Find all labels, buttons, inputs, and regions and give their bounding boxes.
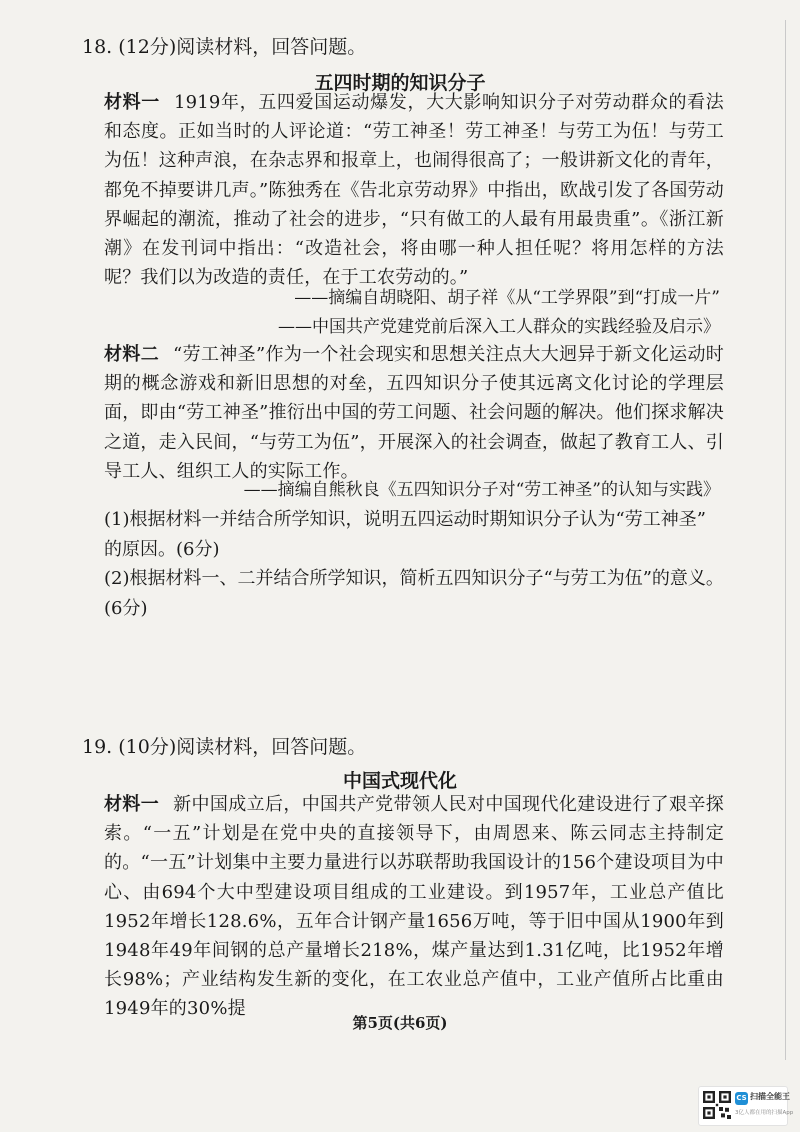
- q18-source-1a: ——摘编自胡晓阳、胡子祥《从“工学界限”到“打成一片”: [294, 288, 720, 308]
- page-footer: 第5页(共6页): [352, 1014, 448, 1032]
- scanner-watermark: [698, 1086, 794, 1126]
- qr-code-icon: [703, 1091, 731, 1119]
- camscanner-logo-icon: CS: [735, 1092, 748, 1105]
- question-18-header: 18. (12分)阅读材料，回答问题。: [82, 36, 367, 58]
- material-label: 材料一: [104, 794, 160, 815]
- material-label: 材料一: [104, 92, 160, 113]
- q18-source-2: ——摘编自熊秋良《五四知识分子对“劳工神圣”的认知与实践》: [243, 480, 720, 500]
- page-edge-line: [785, 20, 786, 1060]
- question-18-title: 五四时期的知识分子: [314, 72, 486, 94]
- q18-material-2: [104, 340, 724, 486]
- q18-subquestion-1a: (1)根据材料一并结合所学知识，说明五四运动时期知识分子认为“劳工神圣”: [104, 509, 706, 530]
- q19-material-1: [104, 790, 724, 1024]
- q18-subquestion-1b: 的原因。(6分): [104, 539, 220, 560]
- material-text: 1919年，五四爱国运动爆发，大大影响知识分子对劳动群众的看法和态度。正如当时的人评论道：“劳工神圣！劳工神圣！与劳工为伍！与劳工为伍！这种声浪，在杂志界和报章上，也闹得很高了；一般讲新文化的青年，都免不掉要讲几声。”陈独秀在《告北京劳动界》中指出，欧战引发了各国劳动界崛起的潮流，推动了社会的进步，“只有做工的人最有用最贵重”。《浙江新潮》在发刊词中指出：“改造社会，将由哪一种人担任呢？将用怎样的方法呢？我们以为改造的责任，在于工农劳动的。”: [104, 92, 724, 289]
- material-text: “劳工神圣”作为一个社会现实和思想关注点大大迥异于新文化运动时期的概念游戏和新旧思想的对垒，五四知识分子使其远离文化讨论的学理层面，即由“劳工神圣”推衍出中国的劳工问题、社会问题的解决。他们探求解决之道，走入民间，“与劳工为伍”，开展深入的社会调查，做起了教育工人、引导工人、组织工人的实际工作。: [104, 344, 724, 482]
- material-text: 新中国成立后，中国共产党带领人民对中国现代化建设进行了艰辛探索。“一五”计划是在党中央的直接领导下，由周恩来、陈云同志主持制定的。“一五”计划集中主要力量进行以苏联帮助我国设计的156个建设项目为中心、由694个大中型建设项目组成的工业建设。到1957年，工业总产值比1952年增长128.6%，五年合计钢产量1656万吨，等于旧中国从1900年到1948年49年间钢的总产量增长218%，煤产量达到1.31亿吨，比1952年增长98%；产业结构发生新的变化，在工农业总产值中，工业产值所占比重由1949年的30%提: [104, 794, 724, 1020]
- q18-source-1b: ——中国共产党建党前后深入工人群众的实践经验及启示》: [278, 317, 720, 337]
- q18-subquestion-2b: (6分): [104, 598, 148, 619]
- material-label: 材料二: [104, 344, 160, 365]
- scanner-tagline: 3亿人都在用的扫描App: [735, 1110, 794, 1116]
- q18-material-1: [104, 88, 724, 292]
- scanner-app-name: 扫描全能王: [750, 1092, 790, 1101]
- question-19-header: 19. (10分)阅读材料，回答问题。: [82, 736, 367, 758]
- question-19-title: 中国式现代化: [342, 770, 457, 792]
- q18-subquestion-2a: (2)根据材料一、二并结合所学知识，简析五四知识分子“与劳工为伍”的意义。: [104, 568, 724, 589]
